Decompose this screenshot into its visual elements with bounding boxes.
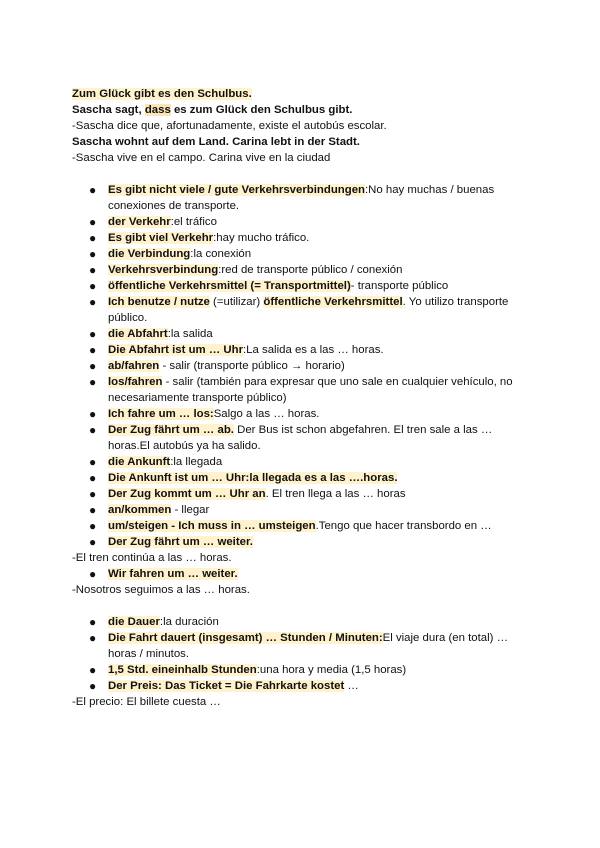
bullet-icon: ● [89, 535, 97, 549]
document-page [72, 86, 532, 710]
spanish-translation: .Tengo que hacer transbordo en … [315, 520, 492, 532]
item-text [108, 614, 532, 630]
list-item [72, 678, 532, 694]
bullet-icon: ● [89, 407, 97, 421]
spanish-translation: Salgo a las … horas. [213, 408, 320, 420]
list-item [72, 662, 532, 678]
german-term: Wir fahren um … weiter. [108, 568, 238, 580]
intro-line-2 [72, 102, 532, 118]
vocab-list-1 [72, 182, 532, 550]
highlight-dass: dass [144, 104, 171, 116]
vocab-list-3 [72, 614, 532, 694]
text-part: Sascha sagt, [72, 104, 145, 116]
bullet-icon: ● [89, 503, 97, 517]
german-term: los/fahren [108, 376, 163, 388]
german-term: Es gibt nicht viele / gute Verkehrsverbindungen [108, 184, 365, 196]
translation-line: -Nosotros seguimos a las … horas. [72, 584, 250, 596]
spanish-translation: :No hay muchas / buenas conexiones de transporte. [108, 184, 495, 212]
bullet-icon: ● [89, 487, 97, 501]
german-term: Der Zug fährt um … ab. [108, 424, 234, 436]
spanish-translation: :La salida es a las … horas. [243, 344, 384, 356]
list-item [72, 630, 532, 662]
spanish-translation: :una hora y media (1,5 horas) [256, 664, 407, 676]
bullet-icon: ● [89, 279, 97, 293]
bullet-icon: ● [89, 263, 97, 277]
item-text [108, 662, 532, 678]
item-text [108, 214, 532, 230]
bullet-icon: ● [89, 615, 97, 629]
bullet-icon: ● [89, 631, 97, 645]
german-term: die Verbindung [108, 248, 191, 260]
item-text [108, 454, 532, 470]
german-term: an/kommen [108, 504, 172, 516]
item-text [108, 262, 532, 278]
note: (=utilizar) [209, 296, 264, 308]
list-item [72, 614, 532, 630]
list-item [72, 534, 532, 550]
spanish-translation: :la conexión [190, 248, 252, 260]
list-item [72, 470, 532, 486]
list-item [72, 182, 532, 214]
list-item [72, 502, 532, 518]
spanish-translation: - salir (también para expresar que uno sale en cualquier vehículo, no necesariamente transporte público) [108, 376, 513, 404]
item-text [108, 358, 532, 374]
german-term: die Abfahrt [108, 328, 168, 340]
item-text [108, 230, 532, 246]
list-item [72, 262, 532, 278]
item-text [108, 518, 532, 534]
translation-line: -El precio: El billete cuesta … [72, 696, 221, 708]
bullet-icon: ● [89, 519, 97, 533]
item-text [108, 246, 532, 262]
list-item [72, 406, 532, 422]
list-item [72, 486, 532, 502]
list-item [72, 566, 532, 582]
bullet-icon: ● [89, 679, 97, 693]
german-term: die Dauer [108, 616, 160, 628]
list-item [72, 294, 532, 326]
german-term: Ich fahre um … los: [108, 408, 214, 420]
german-term: ab/fahren [108, 360, 160, 372]
spanish-translation: Der Bus ist schon abgefahren. El tren sale a las … horas.El autobús ya ha salido. [108, 424, 493, 452]
item-text [108, 678, 532, 694]
list-item [72, 230, 532, 246]
heading-schulbus: Zum Glück gibt es den Schulbus. [72, 88, 252, 100]
spanish-translation: :hay mucho tráfico. [213, 232, 310, 244]
bullet-icon: ● [89, 247, 97, 261]
german-term: Die Ankunft ist um … Uhr: [108, 472, 250, 484]
list-item [72, 454, 532, 470]
spanish-translation: . El tren llega a las … horas [265, 488, 406, 500]
item-text [108, 326, 532, 342]
item-text [108, 470, 532, 486]
spanish-translation: . Yo utilizo transporte público. [108, 296, 509, 324]
german-term: Ich benutze / nutze [108, 296, 210, 308]
spanish-translation: - salir (transporte público → horario) [159, 360, 345, 372]
item-text [108, 278, 532, 294]
intro-line-4: Sascha wohnt auf dem Land. Carina lebt in der Stadt. [72, 136, 360, 148]
list-item [72, 358, 532, 374]
item-text [108, 566, 532, 582]
item-text [108, 630, 532, 662]
item-text [108, 422, 532, 454]
list-item [72, 342, 532, 358]
bullet-icon: ● [89, 295, 97, 309]
german-term: Der Zug fährt um … weiter. [108, 536, 253, 548]
item-text [108, 486, 532, 502]
bullet-icon: ● [89, 663, 97, 677]
spanish-translation: :la salida [167, 328, 213, 340]
bullet-icon: ● [89, 471, 97, 485]
bullet-icon: ● [89, 567, 97, 581]
list-item [72, 214, 532, 230]
item-text [108, 502, 532, 518]
spanish-translation: la llegada es a las ….horas. [249, 472, 398, 484]
intro-line-1 [72, 86, 532, 102]
bullet-icon: ● [89, 359, 97, 373]
item-text [108, 534, 532, 550]
intro-line-3: -Sascha dice que, afortunadamente, existe el autobús escolar. [72, 120, 387, 132]
spanish-translation: :red de transporte público / conexión [218, 264, 403, 276]
bullet-icon: ● [89, 215, 97, 229]
list-item [72, 246, 532, 262]
spanish-translation: - transporte público [350, 280, 449, 292]
text-part: es zum Glück den Schulbus gibt. [170, 104, 353, 116]
bullet-icon: ● [89, 455, 97, 469]
german-term: 1,5 Std. eineinhalb Stunden [108, 664, 257, 676]
intro-line-5: -Sascha vive en el campo. Carina vive en la ciudad [72, 152, 331, 164]
german-term: Die Fahrt dauert (insgesamt) … Stunden / Minuten: [108, 632, 383, 644]
spanish-translation: :el tráfico [170, 216, 217, 228]
spanish-translation: El viaje dura (en total) … horas / minutos. [108, 632, 509, 660]
vocab-list-2 [72, 566, 532, 582]
bullet-icon: ● [89, 231, 97, 245]
german-term: die Ankunft [108, 456, 171, 468]
bullet-icon: ● [89, 375, 97, 389]
bullet-icon: ● [89, 423, 97, 437]
bullet-icon: ● [89, 327, 97, 341]
german-term: öffentliche Verkehrsmittel (= Transportmittel) [108, 280, 351, 292]
bullet-icon: ● [89, 343, 97, 357]
list-item [72, 326, 532, 342]
list-item [72, 374, 532, 406]
german-term: Es gibt viel Verkehr [108, 232, 214, 244]
bullet-icon: ● [89, 183, 97, 197]
german-term: Der Zug kommt um … Uhr an [108, 488, 266, 500]
list-item [72, 518, 532, 534]
german-term: der Verkehr [108, 216, 171, 228]
list-item [72, 422, 532, 454]
german-term: Der Preis: Das Ticket = Die Fahrkarte kostet [108, 680, 345, 692]
item-text [108, 406, 532, 422]
spanish-translation: … [344, 680, 359, 692]
item-text [108, 342, 532, 358]
translation-line: -El tren continúa a las … horas. [72, 552, 232, 564]
spanish-translation: :la duración [159, 616, 219, 628]
item-text [108, 374, 532, 406]
item-text [108, 182, 532, 214]
list-item [72, 278, 532, 294]
spanish-translation: :la llegada [170, 456, 223, 468]
spanish-translation: - llegar [171, 504, 210, 516]
german-term: öffentliche Verkehrsmittel [263, 296, 403, 308]
german-term: um/steigen - Ich muss in … umsteigen [108, 520, 316, 532]
german-term: Die Abfahrt ist um … Uhr [108, 344, 244, 356]
item-text [108, 294, 532, 326]
german-term: Verkehrsverbindung [108, 264, 219, 276]
